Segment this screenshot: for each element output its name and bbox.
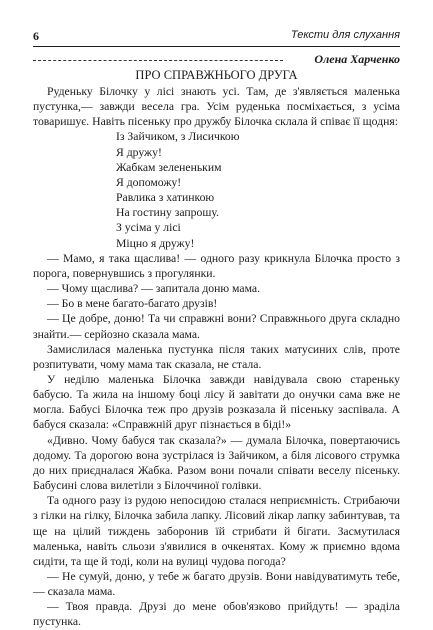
poem-line: Равлика з хатинкою xyxy=(116,191,215,205)
poem-line: Жабкам зелененьким xyxy=(116,160,222,174)
poem-line: З усіма у лісі xyxy=(116,221,181,235)
paragraph: — Твоя правда. Друзі до мене обов'язково прийдуть! — зраділа пустунка. xyxy=(33,600,400,629)
header-rule xyxy=(33,46,400,47)
author-name: Олена Харченко xyxy=(314,52,400,66)
song-poem xyxy=(116,129,400,250)
poem-line: Із Зайчиком, з Лисичкою xyxy=(116,130,240,144)
story-title: ПРО СПРАВЖНЬОГО ДРУГА xyxy=(135,68,298,82)
paragraph: — Це добре, доню! Та чи справжні вони? Справжнього друга складно знайти.— серйозно сказала мама. xyxy=(33,312,400,341)
poem-line: Я дружу! xyxy=(116,145,162,159)
running-header xyxy=(33,29,400,45)
story-body xyxy=(33,84,400,630)
paragraph: — Чому щаслива? — запитала доню мама. xyxy=(47,282,260,296)
paragraph: — Мамо, я така щаслива! — одного разу крикнула Білочка просто з порога, повернувшись з прогулянки. xyxy=(33,251,400,280)
author-dashed-rule xyxy=(33,60,283,61)
section-title: Тексти для слухання xyxy=(290,29,400,41)
paragraph: Замислилася маленька пустунка після таких матусиних слів, проте розпитувати, чому мама так сказала, не стала. xyxy=(33,342,400,371)
paragraph: «Дивно. Чому бабуся так сказала?» — думала Білочка, повертаючись додому. Та дорогою вона зустрілася із Зайчиком, а біля лісового струмка до них приєдналася Жабка. Разом вони почали співати веселу пісеньку. Бабусині слова вилетіли з Білоччиної голівки. xyxy=(33,433,400,493)
paragraph: Руденьку Білочку у лісі знають усі. Там, де з'являється маленька пустунка,— завжди весела гра. Усім руденька посміхається, з усіма товаришує. Навіть пісеньку про дружбу Білочка склала й співає її щодня: xyxy=(33,85,400,129)
paragraph: У неділю маленька Білочка завжди навідувала свою стареньку бабусю. Та жила на іншому боці лісу й завітати до онучки сама вже не могла. Бабусі Білочка теж про друзів розказала й пісеньку заспівала. А бабуся сказала: «Справжній друг пізнається в біді!» xyxy=(33,372,400,432)
paragraph: — Бо в мене багато-багато друзів! xyxy=(47,297,218,311)
paragraph: — Не сумуй, доню, у тебе ж багато друзів. Вони навідуватимуть тебе,— сказала мама. xyxy=(33,570,400,599)
page-number: 6 xyxy=(33,29,39,43)
paragraph: Та одного разу із рудою непосидою сталася неприємність. Стрибаючи з гілки на гілку, Білочка забила лапку. Лісовий лікар лапку забинтував, та ще на цілий тиждень заборонив їй стрибати й бігати. Засмутилася маленька, навіть сльози з'явилися в очкенятах. Кому ж приємно вдома сидіти, та ще й тоді, коли на вулиці чудова погода? xyxy=(33,494,400,568)
poem-line: Міцно я дружу! xyxy=(116,236,195,250)
poem-line: На гостину запрошу. xyxy=(116,206,219,220)
author-row xyxy=(33,52,400,68)
poem-line: Я допоможу! xyxy=(116,175,182,189)
